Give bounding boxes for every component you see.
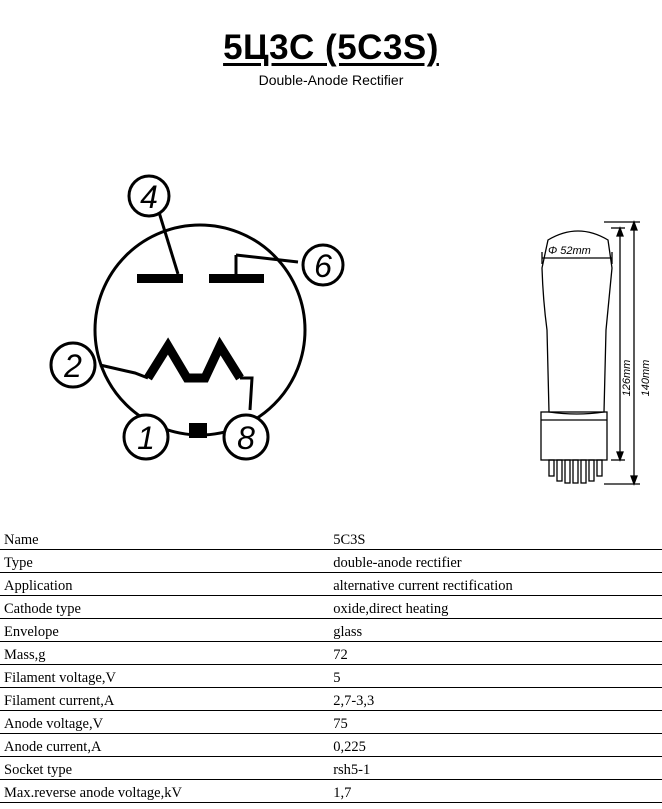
- diameter-label: Φ 52mm: [548, 245, 591, 257]
- specs-table: [0, 527, 662, 803]
- pin-label-2: 2: [64, 348, 82, 384]
- param-cell: Application: [0, 573, 333, 596]
- param-cell: Mass,g: [0, 642, 333, 665]
- table-row: [0, 688, 662, 711]
- table-row: [0, 665, 662, 688]
- value-cell: 5: [333, 665, 662, 688]
- tube-outline-drawing: [541, 222, 640, 484]
- value-cell: alternative current rectification: [333, 573, 662, 596]
- page-subtitle: Double-Anode Rectifier: [258, 72, 404, 88]
- table-row: [0, 642, 662, 665]
- base-pins: [549, 460, 602, 483]
- tube-envelope-circle: [95, 225, 305, 435]
- value-cell: 0,225: [333, 734, 662, 757]
- value-cell: double-anode rectifier: [333, 550, 662, 573]
- value-cell: 2,7-3,3: [333, 688, 662, 711]
- total-height-label: 140mm: [640, 359, 652, 397]
- table-row: [0, 780, 662, 803]
- param-cell: Anode current,A: [0, 734, 333, 757]
- table-row: [0, 596, 662, 619]
- param-cell: Cathode type: [0, 596, 333, 619]
- pin-label-8: 8: [237, 420, 255, 456]
- param-cell: Name: [0, 527, 333, 550]
- param-cell: Envelope: [0, 619, 333, 642]
- pinout-schematic: [51, 176, 343, 459]
- value-cell: 1,7: [333, 780, 662, 803]
- table-row: [0, 757, 662, 780]
- table-row: [0, 573, 662, 596]
- pin-label-6: 6: [314, 248, 332, 284]
- value-cell: rsh5-1: [333, 757, 662, 780]
- value-cell: 72: [333, 642, 662, 665]
- table-row: [0, 619, 662, 642]
- seated-height-label: 126mm: [621, 359, 633, 397]
- anode-right: [209, 274, 264, 283]
- base-key: [189, 423, 207, 438]
- param-cell: Type: [0, 550, 333, 573]
- table-row: [0, 711, 662, 734]
- value-cell: 75: [333, 711, 662, 734]
- pin-label-1: 1: [137, 420, 155, 456]
- value-cell: 5C3S: [333, 527, 662, 550]
- param-cell: Filament current,A: [0, 688, 333, 711]
- page-title: 5Ц3С (5C3S): [223, 28, 439, 67]
- tube-base: [541, 412, 607, 460]
- param-cell: Filament voltage,V: [0, 665, 333, 688]
- pin-label-4: 4: [140, 179, 158, 215]
- param-cell: Socket type: [0, 757, 333, 780]
- filament: [148, 346, 240, 378]
- table-row: [0, 550, 662, 573]
- value-cell: oxide,direct heating: [333, 596, 662, 619]
- param-cell: Anode voltage,V: [0, 711, 333, 734]
- table-row: [0, 527, 662, 550]
- param-cell: Max.reverse anode voltage,kV: [0, 780, 333, 803]
- table-row: [0, 734, 662, 757]
- anode-left: [137, 274, 183, 283]
- value-cell: glass: [333, 619, 662, 642]
